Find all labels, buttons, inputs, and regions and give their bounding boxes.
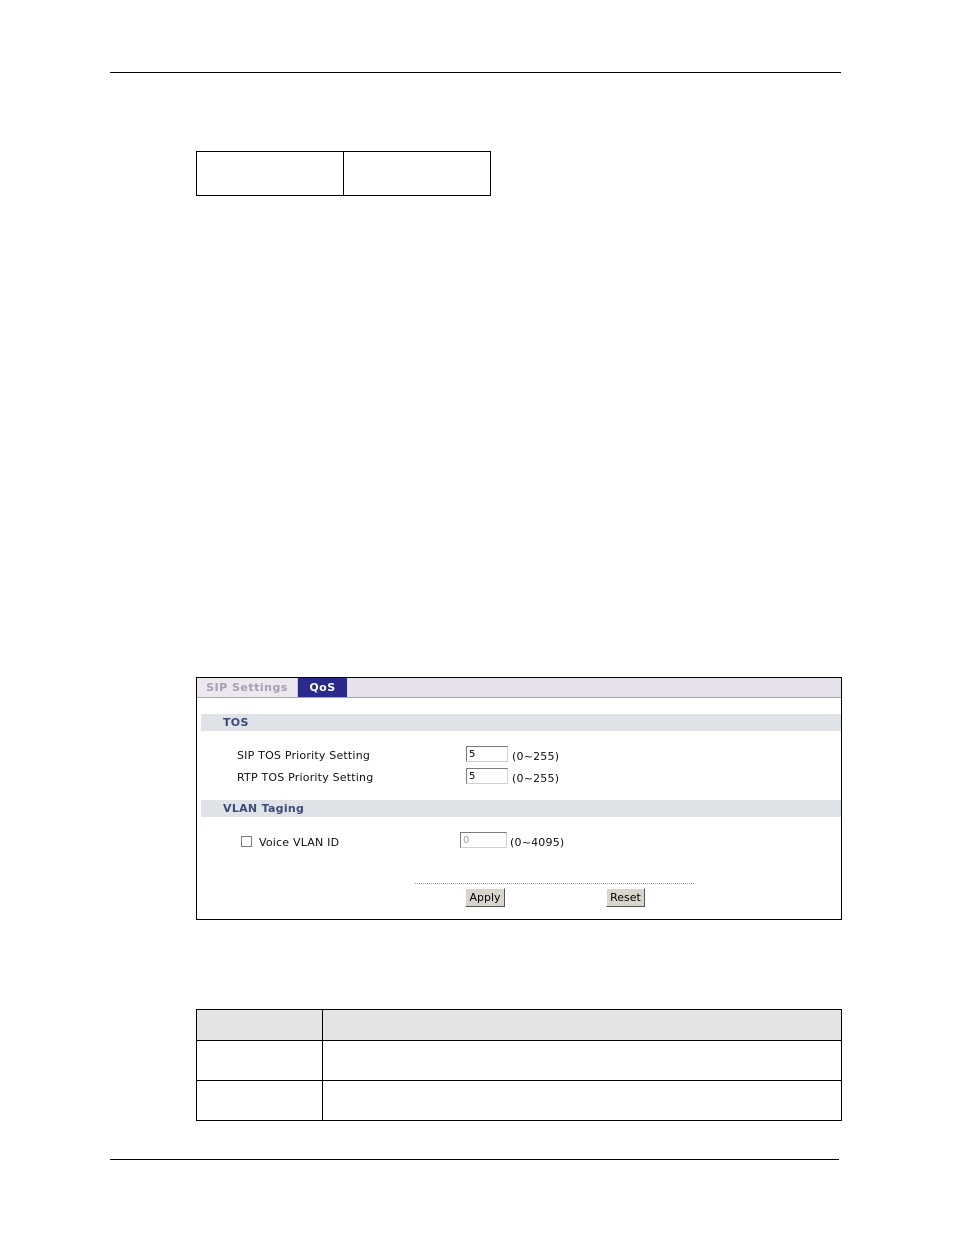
qos-screenshot-panel — [196, 677, 842, 920]
table-cell — [197, 1081, 323, 1121]
table-row — [197, 1041, 842, 1081]
rtp-tos-range: (0~255) — [512, 772, 560, 785]
top-table — [196, 151, 491, 196]
voice-vlan-label: Voice VLAN ID — [259, 836, 340, 849]
header-rule — [110, 72, 841, 73]
description-table — [196, 1009, 842, 1121]
tab-sip-settings[interactable]: SIP Settings — [197, 678, 298, 697]
voice-vlan-input[interactable] — [460, 832, 507, 848]
vlan-section-heading: VLAN Taging — [201, 800, 841, 817]
table-cell — [323, 1081, 842, 1121]
voice-vlan-checkbox[interactable] — [241, 836, 252, 847]
top-table-cell — [343, 152, 490, 195]
tab-bar — [197, 678, 841, 698]
footer-rule — [110, 1159, 839, 1160]
rtp-tos-input[interactable] — [466, 768, 508, 784]
table-row — [197, 1081, 842, 1121]
button-separator — [415, 883, 694, 884]
tab-qos[interactable]: QoS — [298, 678, 347, 697]
sip-tos-range: (0~255) — [512, 750, 560, 763]
voice-vlan-range: (0~4095) — [510, 836, 565, 849]
sip-tos-label: SIP TOS Priority Setting — [237, 749, 371, 762]
table-header-cell — [323, 1010, 842, 1041]
top-table-cell — [197, 152, 343, 195]
reset-button[interactable]: Reset — [606, 888, 645, 907]
table-header-cell — [197, 1010, 323, 1041]
tos-section-heading: TOS — [201, 714, 841, 731]
sip-tos-input[interactable] — [466, 746, 508, 762]
table-cell — [197, 1041, 323, 1081]
table-cell — [323, 1041, 842, 1081]
rtp-tos-label: RTP TOS Priority Setting — [237, 771, 374, 784]
apply-button[interactable]: Apply — [465, 888, 505, 907]
table-header-row — [197, 1010, 842, 1041]
